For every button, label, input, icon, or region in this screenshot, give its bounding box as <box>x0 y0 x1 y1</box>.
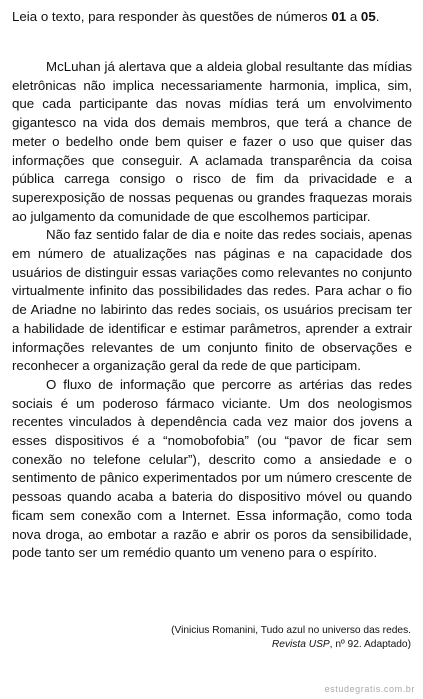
article-body <box>12 58 412 563</box>
instruction-line <box>12 8 412 25</box>
paragraph-3: O fluxo de informação que percorre as artérias das redes sociais é um poderoso fármaco viciante. Um dos neologismos recentes vinculados à dependência cada vez maior dos jovens a esses dispositivos é a “nomobofobia” (ou “pavor de ficar sem conexão no telefone celular”), descrito como a ansiedade e o sentimento de pânico experimentados por um número crescente de pessoas quando acaba a bateria do dispositivo móvel ou quando ficam sem conexão com a Internet. Essa informação, como toda nova droga, ao embotar a razão e abrir os poros da sensibilidade, pode tanto ser um remédio quanto um veneno para o espírito. <box>12 376 412 561</box>
source-citation <box>11 624 411 652</box>
instruction-text: Leia o texto, para responder às questões de números <box>12 9 332 24</box>
paragraph-1: McLuhan já alertava que a aldeia global resultante das mídias eletrônicas não implica necessariamente harmonia, implica, sim, que cada participante das novas mídias terá um envolvimento gigantesco na vida dos demais membros, que terá a chance de meter o bedelho onde bem quiser e fazer o uso que quiser das informações que conseguir. A aclamada transparência da coisa pública carrega consigo o risco de fim da privacidade e a superexposição de nossas pequenas ou grandes fraquezas morais ao julgamento da comunidade de que escolhemos participar. <box>12 59 412 224</box>
source-issue: , nº 92. Adaptado) <box>329 639 411 650</box>
question-end-number: 05 <box>360 9 376 24</box>
source-line-2 <box>11 638 411 652</box>
question-start-number: 01 <box>331 9 347 24</box>
source-line-1: (Vinicius Romanini, Tudo azul no universo das redes. <box>171 625 411 636</box>
instruction-connector: a <box>346 9 361 24</box>
instruction-period: . <box>375 9 380 24</box>
journal-name: Revista USP <box>271 639 330 650</box>
site-watermark: estudegratis.com.br <box>324 684 415 694</box>
paragraph-2: Não faz sentido falar de dia e noite das redes sociais, apenas em número de atualizações nas páginas e na capacidade dos usuários de distinguir essas variações como relevantes no conjunto virtualmente infinito das possibilidades das redes. Para achar o fio de Ariadne no labirinto das redes sociais, os usuários precisam ter a habilidade de identificar e estimar parâmetros, aprender a extrair informações relevantes de um conjunto finito de observações e reconhecer a organização geral da rede de que participam. <box>12 227 412 374</box>
